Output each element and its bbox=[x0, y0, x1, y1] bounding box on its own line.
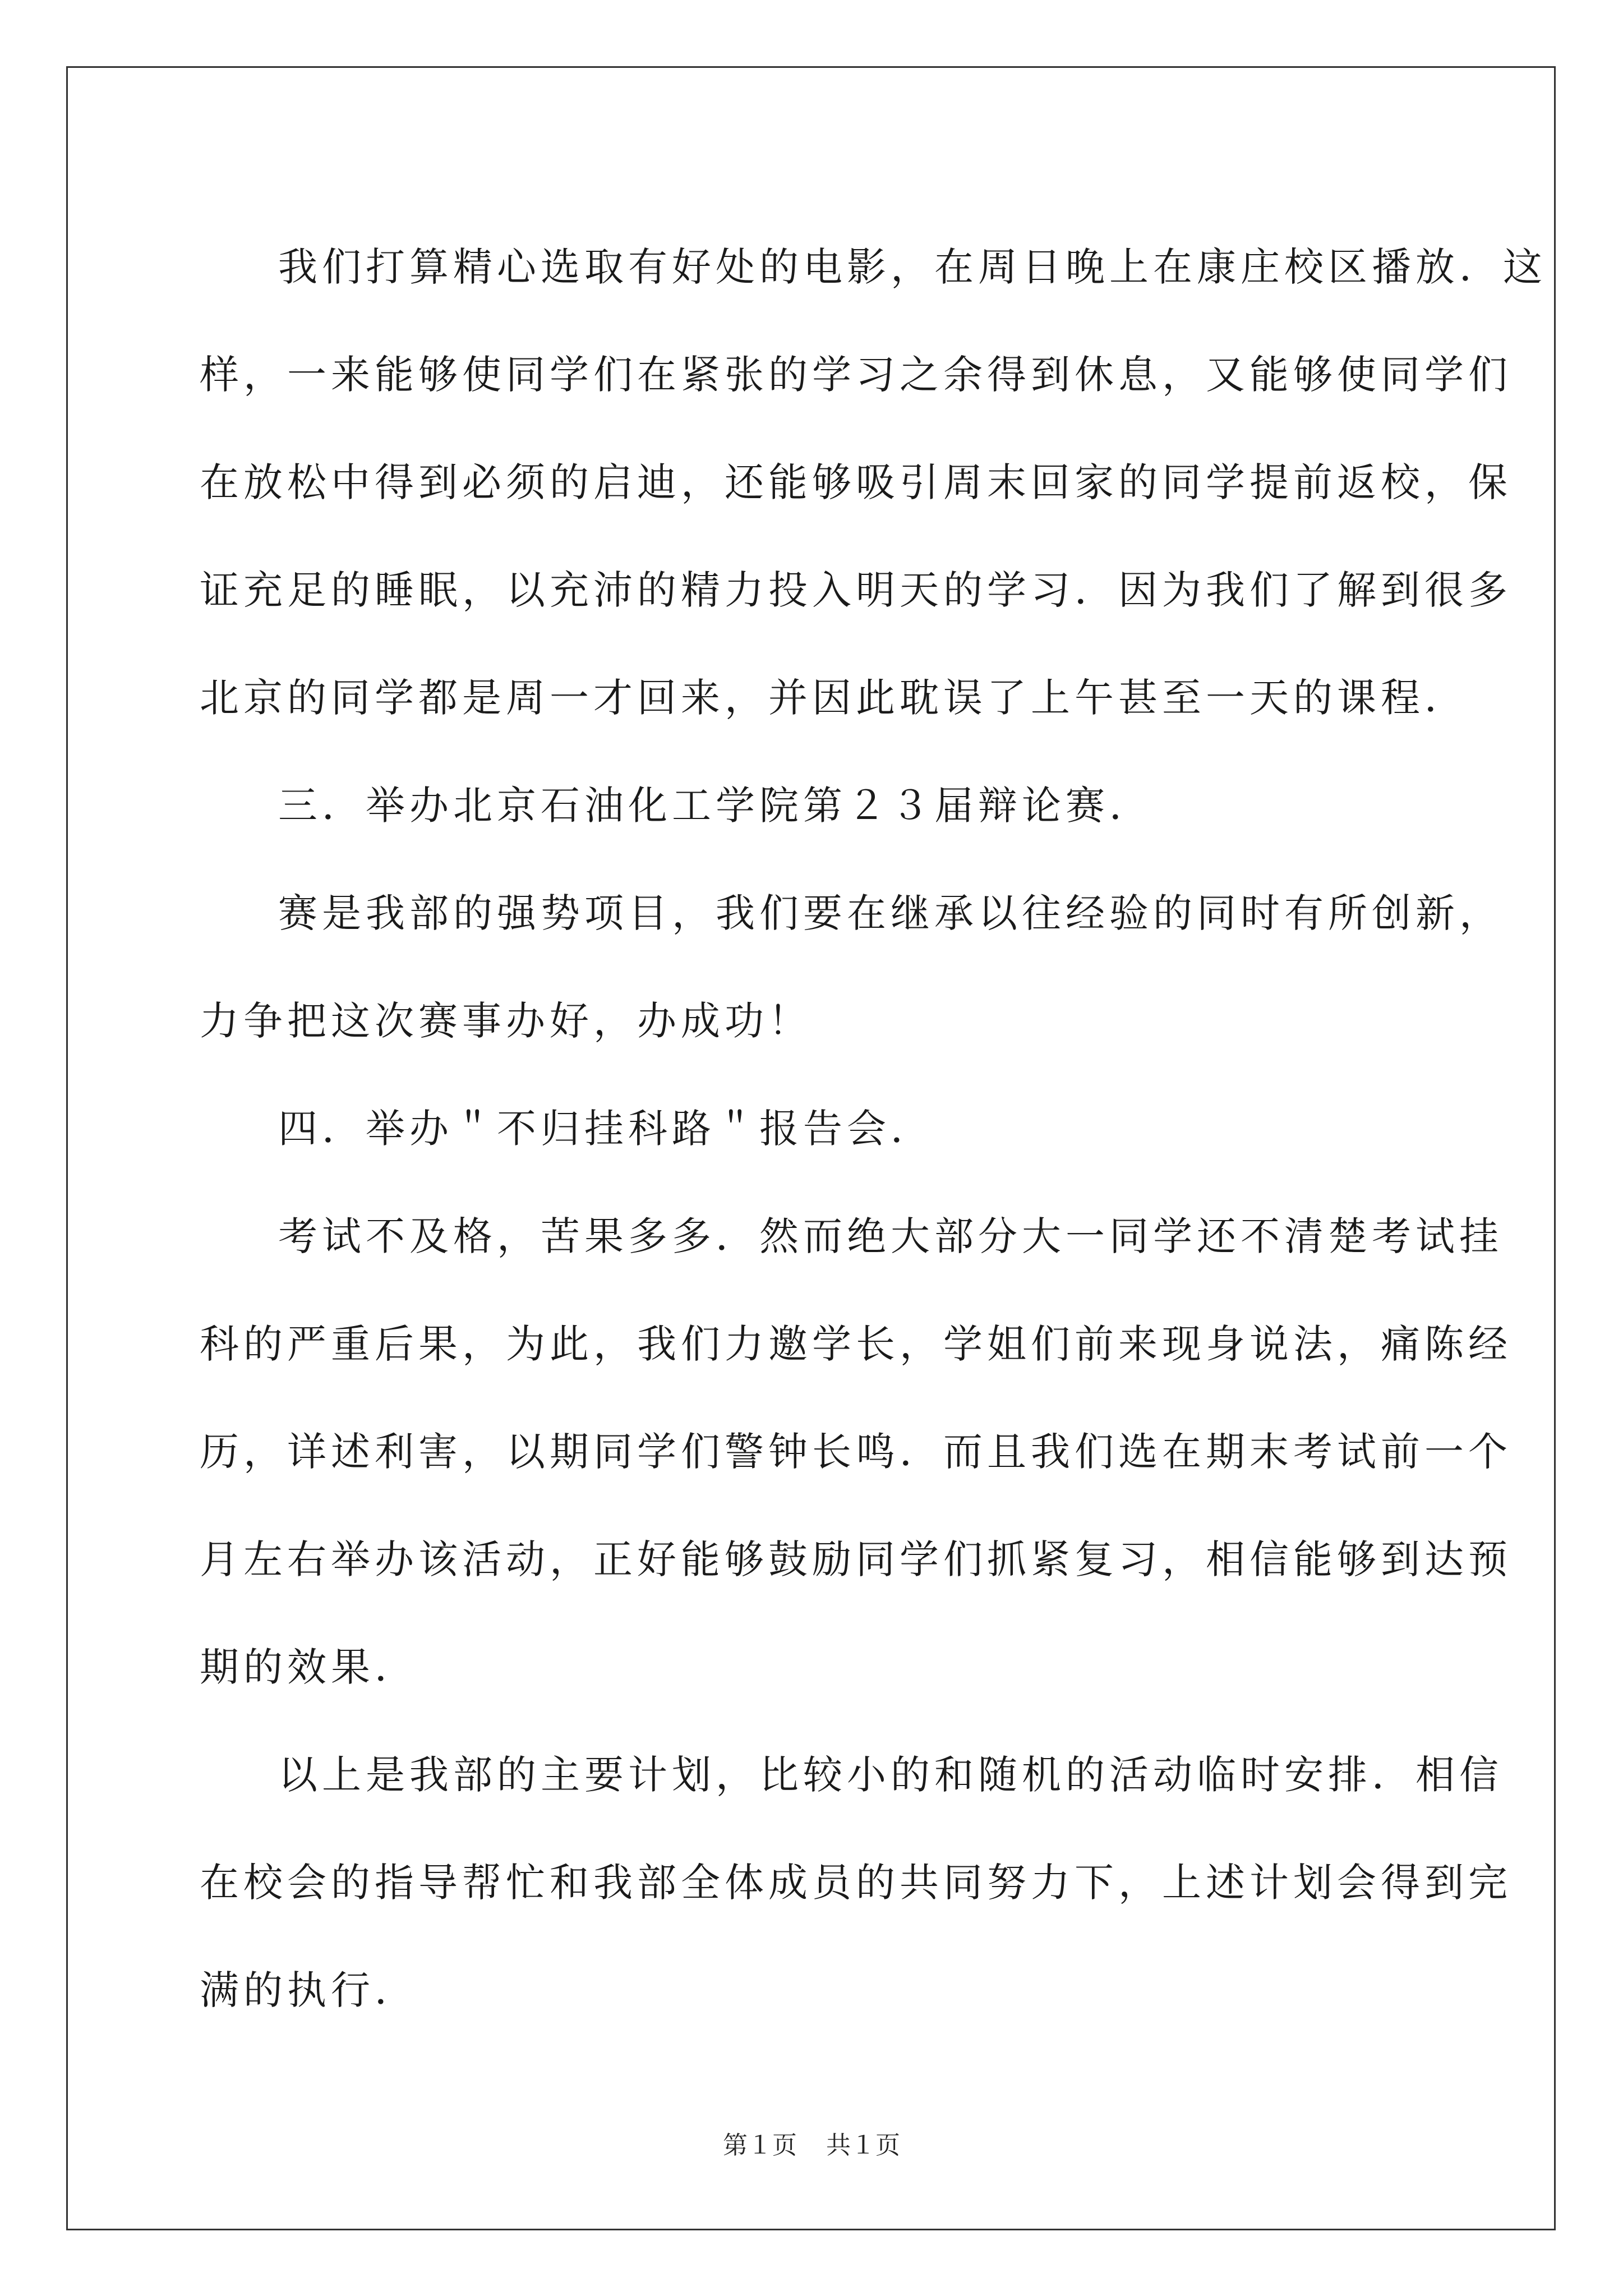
paragraph bbox=[200, 859, 1503, 1075]
text-line: 满的执行． bbox=[200, 1967, 418, 2013]
text-line: 北京的同学都是周一才回来，并因此耽误了上午甚至一天的课程． bbox=[200, 675, 1468, 721]
text-line: 在校会的指导帮忙和我部全体成员的共同努力下，上述计划会得到完 bbox=[200, 1860, 1512, 1906]
text-line: 力争把这次赛事办好，办成功！ bbox=[200, 998, 812, 1044]
page-number-total: 共１页 bbox=[826, 2131, 900, 2160]
text-line: 以上是我部的主要计划，比较小的和随机的活动临时安排．相信 bbox=[278, 1752, 1503, 1798]
text-line: 历，详述利害，以期同学们警钟长鸣．而且我们选在期末考试前一个 bbox=[200, 1429, 1512, 1475]
paragraph bbox=[200, 213, 1547, 752]
text-line: 考试不及格，苦果多多．然而绝大部分大一同学还不清楚考试挂 bbox=[278, 1213, 1503, 1259]
paragraph bbox=[200, 1721, 1512, 2044]
page-footer bbox=[0, 2129, 1623, 2162]
text-line: 期的效果． bbox=[200, 1644, 418, 1690]
text-line: 赛是我部的强势项目，我们要在继承以往经验的同时有所创新， bbox=[278, 890, 1503, 936]
section-heading bbox=[200, 752, 1422, 859]
text-line: 在放松中得到必须的启迪，还能够吸引周末回家的同学提前返校，保 bbox=[200, 459, 1512, 505]
section-heading bbox=[200, 1075, 1422, 1182]
paragraph bbox=[200, 1182, 1512, 1721]
text-line: 月左右举办该活动，正好能够鼓励同学们抓紧复习，相信能够到达预 bbox=[200, 1536, 1512, 1582]
text-line: 三．举办北京石油化工学院第２３届辩论赛． bbox=[278, 783, 1153, 829]
text-line: 证充足的睡眠，以充沛的精力投入明天的学习．因为我们了解到很多 bbox=[200, 567, 1512, 613]
page-number-current: 第１页 bbox=[723, 2131, 797, 2160]
document-body bbox=[200, 213, 1547, 2044]
text-line: 样，一来能够使同学们在紧张的学习之余得到休息，又能够使同学们 bbox=[200, 352, 1512, 398]
text-line: 科的严重后果，为此，我们力邀学长，学姐们前来现身说法，痛陈经 bbox=[200, 1321, 1512, 1367]
text-line: 四．举办＂不归挂科路＂报告会． bbox=[278, 1106, 934, 1152]
text-line: 我们打算精心选取有好处的电影，在周日晚上在康庄校区播放．这 bbox=[278, 244, 1547, 290]
